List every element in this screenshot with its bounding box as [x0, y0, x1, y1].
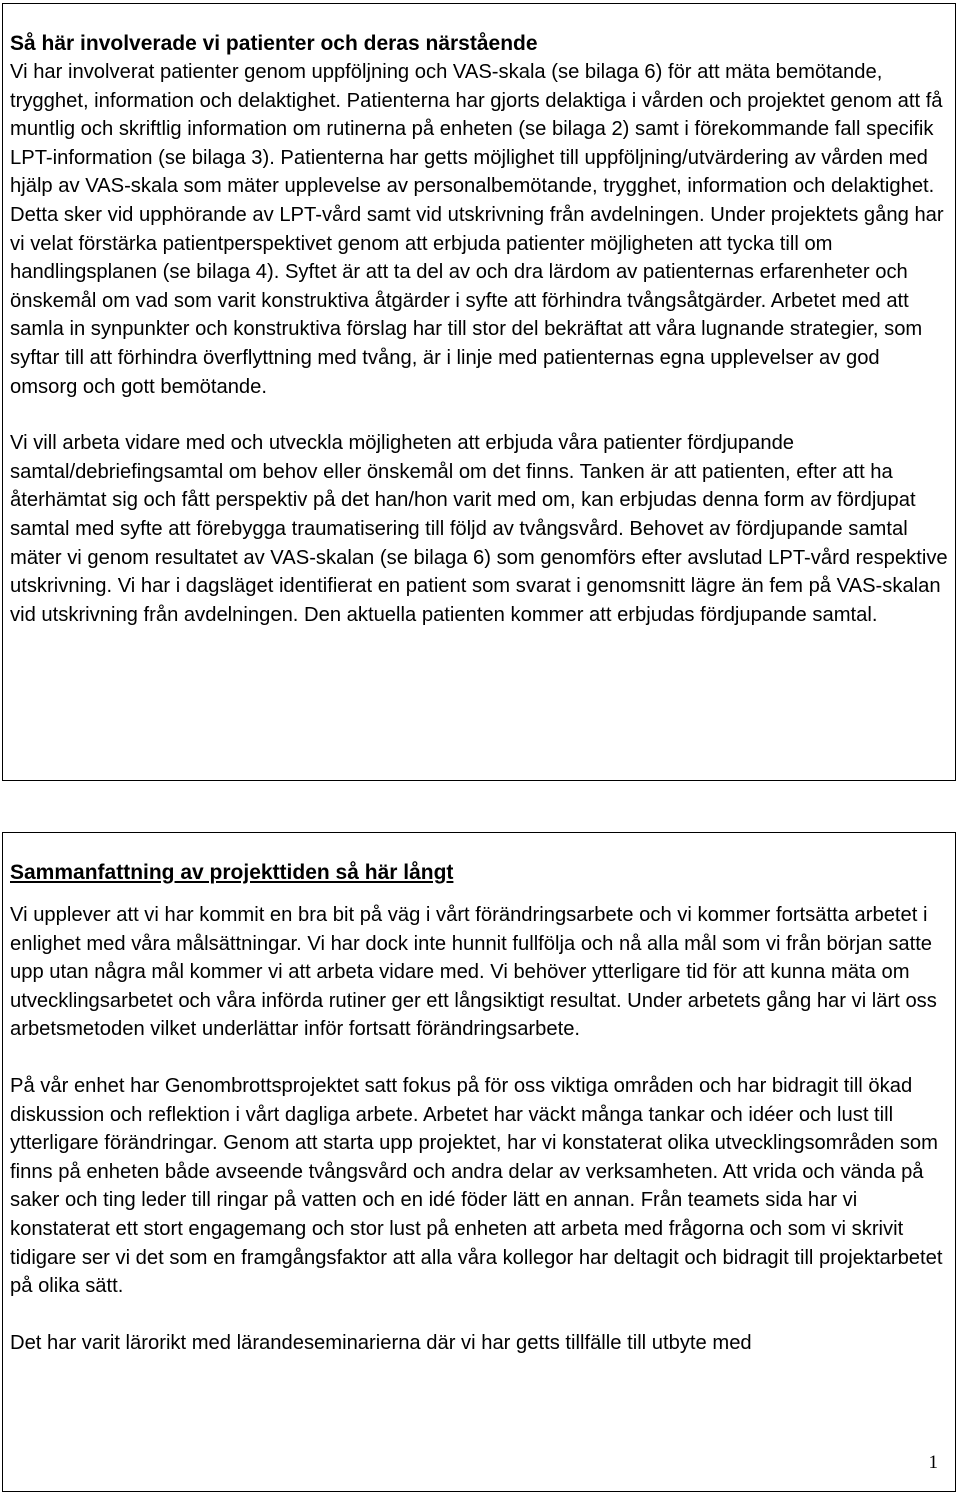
- section-box-involvement: [2, 3, 956, 781]
- section-heading-involvement: Så här involverade vi patienter och deras närstående: [10, 32, 538, 55]
- paragraph: Vi upplever att vi har kommit en bra bit på väg i vårt förändringsarbete och vi kommer fortsätta arbetet i enlighet med våra målsättningar. Vi har dock inte hunnit fullfölja och nå alla mål som vi från början satte upp utan några mål kommer vi att arbeta vidare med. Vi behöver ytterligare tid för att kunna mäta om utvecklingsarbetet och våra införda rutiner ger ett långsiktigt resultat. Under arbetets gång har vi lärt oss arbetsmetoden vilket underlättar inför fortsatt förändringsarbete.: [10, 904, 937, 1041]
- paragraph: Det har varit lärorikt med lärandeseminarierna där vi har getts tillfälle till utbyte med: [10, 1331, 752, 1354]
- section-box-summary: [2, 832, 956, 1492]
- page-number: 1: [928, 1452, 938, 1473]
- paragraph: Vi vill arbeta vidare med och utveckla möjligheten att erbjuda våra patienter fördjupande samtal/debriefingsamtal om behov eller önskemål om det finns. Tanken är att patienten, efter att ha återhämtat sig och fått perspektiv på det han/hon varit med om, kan erbjudas denna form av fördjupat samtal med syfte att förebygga traumatisering till följd av tvångsvård. Behovet av fördjupande samtal mäter vi genom resultatet av VAS-skalan (se bilaga 6) som genomförs efter avslutad LPT-vård respektive utskrivning. Vi har i dagsläget identifierat en patient som svarat i genomsnitt lägre än fem på VAS-skalan vid utskrivning från avdelningen. Den aktuella patienten kommer att erbjudas fördjupande samtal.: [10, 432, 948, 626]
- section-heading-summary: Sammanfattning av projekttiden så här långt: [10, 861, 454, 884]
- paragraph: På vår enhet har Genombrottsprojektet satt fokus på för oss viktiga områden och har bidragit till ökad diskussion och reflektion i vårt dagliga arbete. Arbetet har väckt många tankar och idéer och lust till ytterligare förändringar. Genom att starta upp projektet, har vi konstaterat olika utvecklingsområden som finns på enheten både avseende tvångsvård och andra delar av verksamheten. Att vrida och vända på saker och ting leder till ringar på vatten och en idé föder lätt en annan. Från teamets sida har vi konstaterat ett stort engagemang och stor lust på enheten att arbeta med frågorna och som vi skrivit tidigare ser vi det som en framgångsfaktor att alla våra kollegor har deltagit och bidragit till projektarbetet på olika sätt.: [10, 1074, 943, 1298]
- paragraph: Vi har involverat patienter genom uppföljning och VAS-skala (se bilaga 6) för att mäta bemötande, trygghet, information och delaktighet. Patienterna har gjorts delaktiga i vården och projektet genom att få muntlig och skriftlig information om rutinerna på enheten (se bilaga 2) samt i förekommande fall specifik LPT-information (se bilaga 3). Patienterna har getts möjlighet till uppföljning/utvärdering av vården med hjälp av VAS-skala som mäter upplevelse av personalbemötande, trygghet, information och delaktighet. Detta sker vid upphörande av LPT-vård samt vid utskrivning från avdelningen. Under projektets gång har vi velat förstärka patientperspektivet genom att erbjuda patienter möjligheten att tycka till om handlingsplanen (se bilaga 4). Syftet är att ta del av och dra lärdom av patienternas erfarenheter och önskemål om vad som varit konstruktiva åtgärder i syfte att förhindra tvångsåtgärder. Arbetet med att samla in synpunkter och konstruktiva förslag har till stor del bekräftat att våra lugnande strategier, som syftar till att förhindra överflyttning med tvång, är i linje med patienternas egna upplevelser av god omsorg och gott bemötande.: [10, 61, 944, 398]
